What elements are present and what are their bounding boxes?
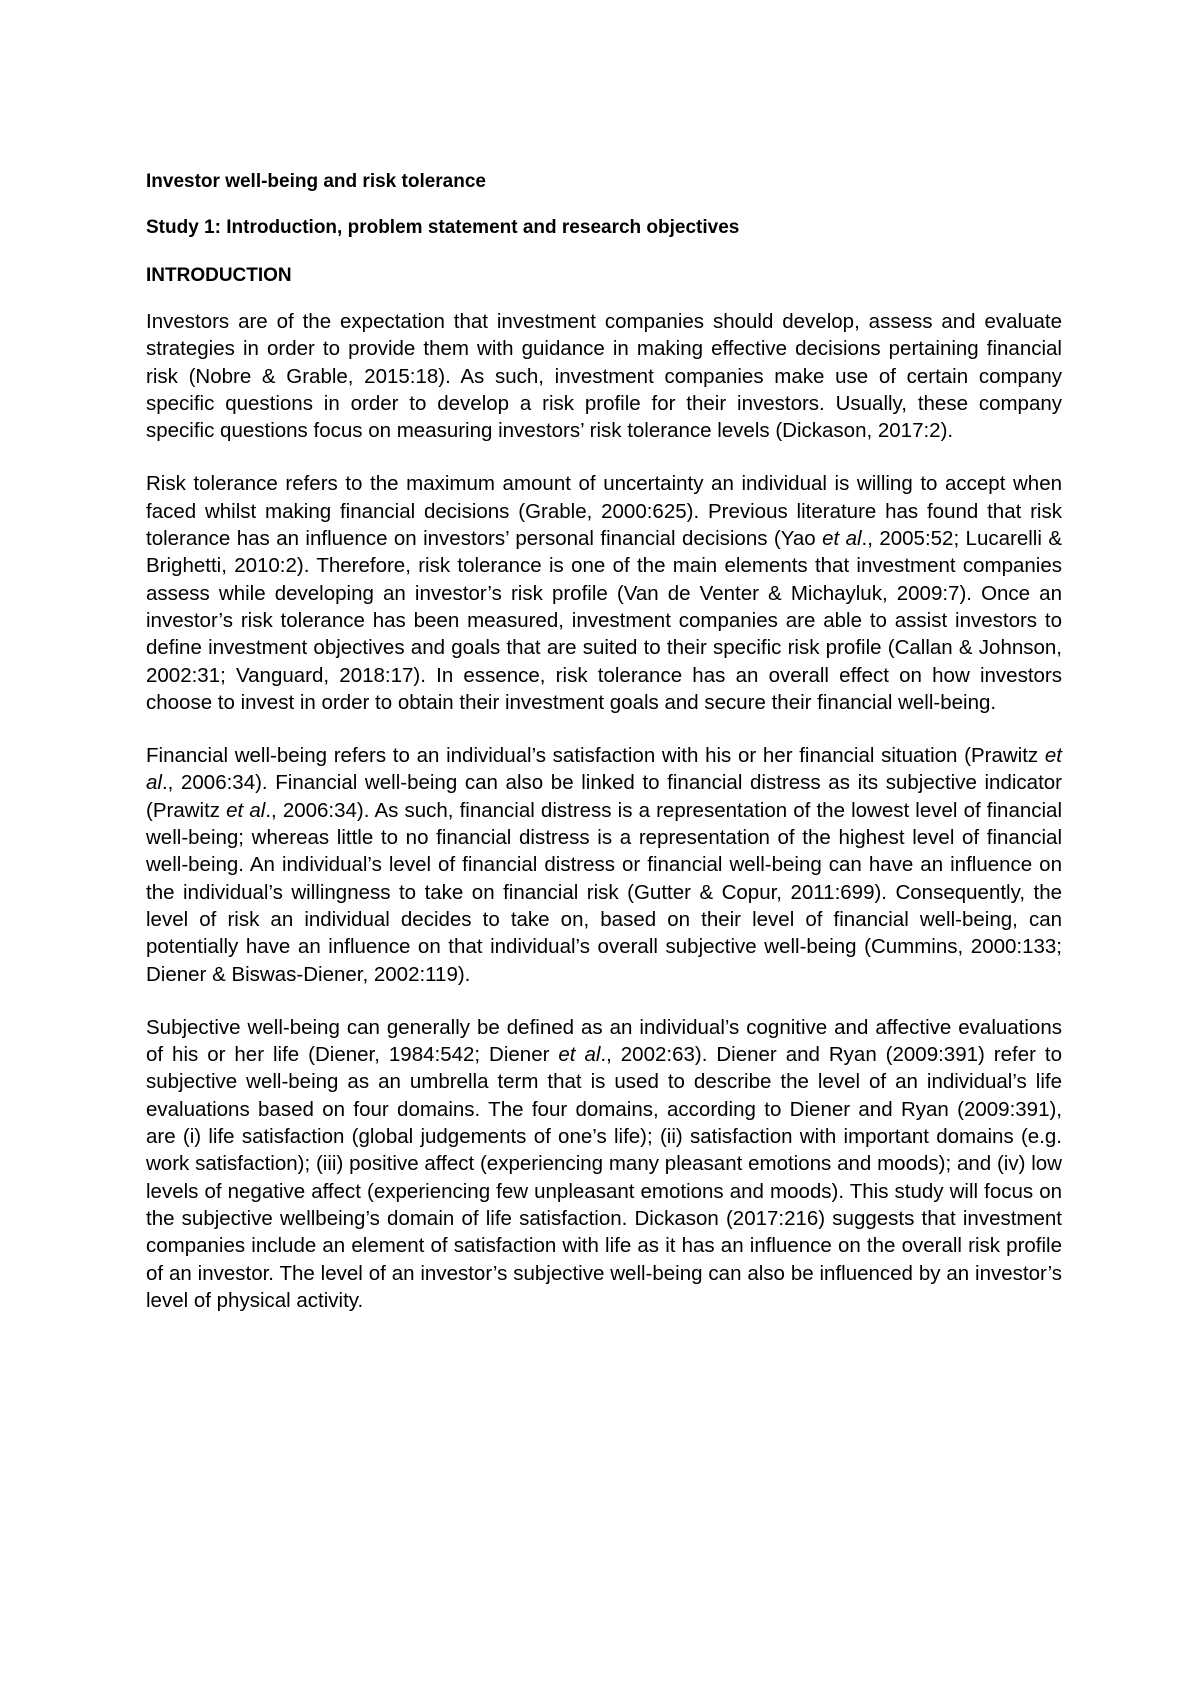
- paragraph: [146, 742, 1062, 988]
- text-run: ., 2005:52; Lucarelli & Brighetti, 2010:2). Therefore, risk tolerance is one of the main elements that investment companies assess while developing an investor’s risk profile (Van de Venter & Michayluk, 2009:7). Once an investor’s risk tolerance has been measured, investment companies are able to assist investors to define investment objectives and goals that are suited to their specific risk profile (Callan & Johnson, 2002:31; Vanguard, 2018:17). In essence, risk tolerance has an overall effect on how investors choose to invest in order to obtain their investment goals and secure their financial well-being.: [146, 527, 1062, 714]
- text-run: Investors are of the expectation that investment companies should develop, assess and evaluate strategies in order to provide them with guidance in making effective decisions pertaining financial risk (Nobre & Grable, 2015:18). As such, investment companies make use of certain company specific questions in order to develop a risk profile for their investors. Usually, these company specific questions focus on measuring investors’ risk tolerance levels (Dickason, 2017:2).: [146, 310, 1062, 443]
- italic-run: et al: [822, 527, 862, 551]
- study-heading: Study 1: Introduction, problem statement and research objectives: [146, 217, 740, 238]
- text-run: ., 2006:34). As such, financial distress is a representation of the lowest level of financial well-being; whereas little to no financial distress is a representation of the highest level of financial well-being. An individual’s level of financial distress or financial well-being can have an influence on the individual’s willingness to take on financial risk (Gutter & Copur, 2011:699). Consequently, the level of risk an individual decides to take on, based on their level of financial well-being, can potentially have an influence on that individual’s overall subjective well-being (Cummins, 2000:133; Diener & Biswas-Diener, 2002:119).: [146, 798, 1063, 986]
- italic-run: et al: [226, 798, 266, 822]
- italic-run: et al: [558, 1043, 601, 1067]
- section-heading: INTRODUCTION: [146, 265, 292, 286]
- text-run: ., 2006:34). Financial well-being can also be linked to financial distress as its subjective indicator (Prawitz: [146, 771, 1062, 822]
- document-body: [146, 170, 1062, 1314]
- text-run: Subjective well-being can generally be defined as an individual’s cognitive and affective evaluations of his or her life (Diener, 1984:542; Diener: [146, 1015, 1062, 1067]
- document-title: Investor well-being and risk tolerance: [146, 171, 486, 192]
- italic-run: et al: [146, 744, 1062, 795]
- text-run: Financial well-being refers to an individual’s satisfaction with his or her financial situation (Prawitz: [146, 744, 1045, 768]
- paragraph: [146, 308, 1062, 444]
- text-run: ., 2002:63). Diener and Ryan (2009:391) refer to subjective well-being as an umbrella term that is used to describe the level of an individual’s life evaluations based on four domains. The four domains, according to Diener and Ryan (2009:391), are (i) life satisfaction (global judgements of one’s life); (ii) satisfaction with important domains (e.g. work satisfaction); (iii) positive affect (experiencing many pleasant emotions and moods); and (iv) low levels of negative affect (experiencing few unpleasant emotions and moods). This study will focus on the subjective wellbeing’s domain of life satisfaction. Dickason (2017:216) suggests that investment companies include an element of satisfaction with life as it has an influence on the overall risk profile of an investor. The level of an investor’s subjective well-being can also be influenced by an investor’s level of physical activity.: [146, 1043, 1062, 1312]
- paragraph: [146, 1014, 1062, 1314]
- text-run: Risk tolerance refers to the maximum amount of uncertainty an individual is willing to accept when faced whilst making financial decisions (Grable, 2000:625). Previous literature has found that risk tolerance has an influence on investors’ personal financial decisions (Yao: [146, 472, 1062, 551]
- paragraph: [146, 470, 1062, 716]
